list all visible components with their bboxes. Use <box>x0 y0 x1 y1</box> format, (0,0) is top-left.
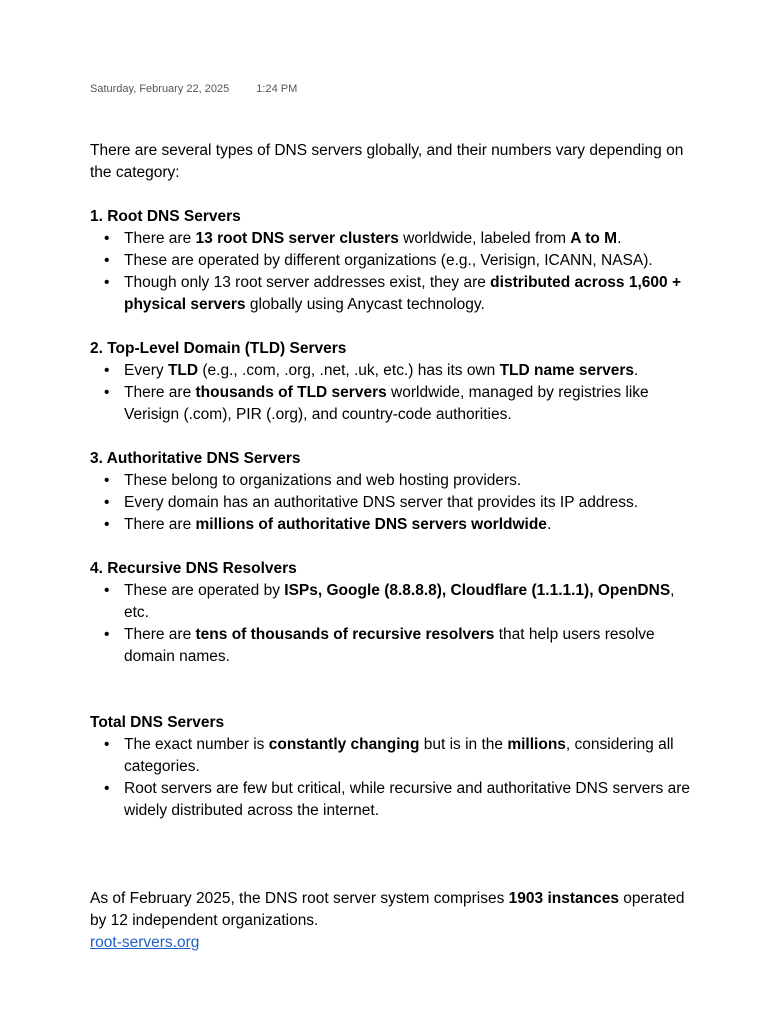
list-item: • Though only 13 root server addresses exist, they are distributed across 1,600 + physical servers globally using Anycast technology. <box>90 272 690 316</box>
list-item: • There are tens of thousands of recursive resolvers that help users resolve domain names. <box>90 624 690 668</box>
list-item: • There are 13 root DNS server clusters worldwide, labeled from A to M. <box>90 228 690 250</box>
bullet-list-recursive <box>90 580 690 668</box>
section-heading-recursive: 4. Recursive DNS Resolvers <box>90 560 297 577</box>
bullet-list-tld <box>90 360 690 426</box>
note-time: 1:24 PM <box>256 83 298 95</box>
list-item: • Every domain has an authoritative DNS server that provides its IP address. <box>90 492 690 514</box>
section-heading-tld: 2. Top-Level Domain (TLD) Servers <box>90 340 347 357</box>
note-timestamp <box>90 83 297 95</box>
bullet-list-root <box>90 228 690 316</box>
list-item: • These are operated by different organizations (e.g., Verisign, ICANN, NASA). <box>90 250 690 272</box>
bullet-list-total <box>90 734 690 822</box>
summary-paragraph: As of February 2025, the DNS root server system comprises 1903 instances operated by 12 independent organizations. <box>90 890 685 929</box>
section-heading-root: 1. Root DNS Servers <box>90 208 241 225</box>
root-servers-link[interactable]: root-servers.org <box>90 934 200 951</box>
list-item: • These are operated by ISPs, Google (8.8.8.8), Cloudflare (1.1.1.1), OpenDNS, etc. <box>90 580 690 624</box>
list-item: • These belong to organizations and web hosting providers. <box>90 470 690 492</box>
intro-paragraph: There are several types of DNS servers globally, and their numbers vary depending on the category: <box>90 142 684 181</box>
list-item: • Root servers are few but critical, while recursive and authoritative DNS servers are widely distributed across the internet. <box>90 778 690 822</box>
list-item: • The exact number is constantly changing but is in the millions, considering all categories. <box>90 734 690 778</box>
section-heading-total: Total DNS Servers <box>90 714 225 731</box>
note-date: Saturday, February 22, 2025 <box>90 83 230 95</box>
list-item: • There are thousands of TLD servers worldwide, managed by registries like Verisign (.com), PIR (.org), and country-code authorities. <box>90 382 690 426</box>
bullet-list-authoritative <box>90 470 690 536</box>
section-heading-authoritative: 3. Authoritative DNS Servers <box>90 450 301 467</box>
note-body[interactable] <box>90 140 690 954</box>
list-item: • Every TLD (e.g., .com, .org, .net, .uk, etc.) has its own TLD name servers. <box>90 360 690 382</box>
list-item: • There are millions of authoritative DNS servers worldwide. <box>90 514 690 536</box>
